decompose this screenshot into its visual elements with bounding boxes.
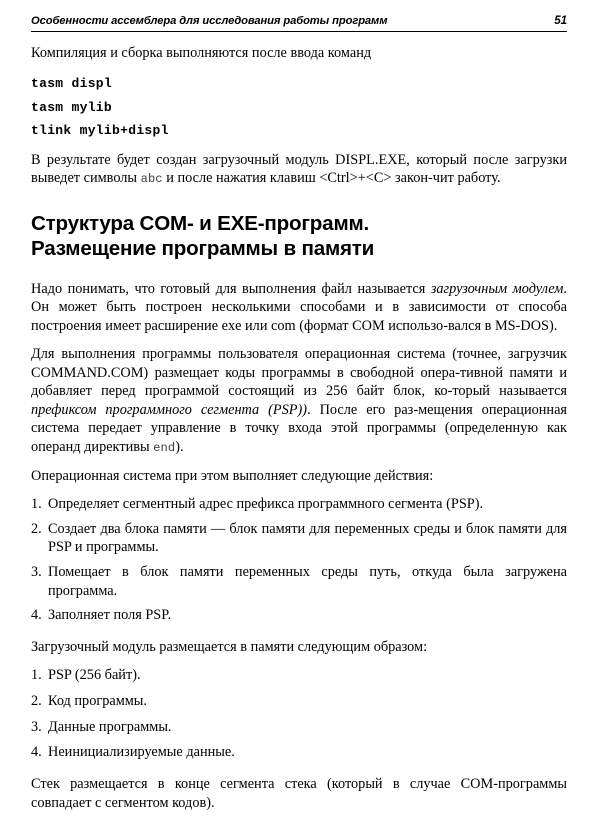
list-item-text: Код программы. <box>48 692 147 709</box>
code-line: tlink mylib+displ <box>31 123 169 139</box>
inline-code-end: end <box>153 441 176 456</box>
list-item-number: 1. <box>31 667 42 684</box>
psp-emphasis: префиксом программного сегмента (PSP)) <box>31 401 308 418</box>
result-text-part2: и после нажатия клавиш <Ctrl>+<C> закон-чит работу. <box>162 170 501 187</box>
page-body <box>31 44 567 822</box>
list-item-number: 4. <box>31 744 42 761</box>
inline-code-abc: abc <box>140 172 163 187</box>
intro-paragraph: Компиляция и сборка выполняются после ввода команд <box>31 45 372 61</box>
result-text-part1: В результате будет создан загрузочный модуль DISPL.EXE, который после загрузки выведет символы <box>31 151 567 187</box>
os-actions-list <box>31 495 567 625</box>
list-item <box>31 563 567 600</box>
section-title-line1: Структура COM- и EXE-программ. <box>31 211 370 235</box>
code-block <box>31 72 567 143</box>
list-item-text: Данные программы. <box>48 718 172 735</box>
list-item <box>31 692 567 711</box>
list-item-number: 3. <box>31 564 42 580</box>
running-head-rule <box>31 31 567 32</box>
list-item-text: Неинициализируемые данные. <box>48 744 235 761</box>
loader-part2: . Он может быть построен несколькими способами и в зависимости от способа построения имеет расширение exe или com (формат COM использо-вался в MS-DOS). <box>31 280 567 334</box>
list-item <box>31 666 567 685</box>
paragraph-stack: Стек размещается в конце сегмента стека (который в случае COM-программы совпадает с сегментом кодов). <box>31 776 567 811</box>
list-item-number: 3. <box>31 718 42 735</box>
list-item <box>31 743 567 762</box>
paragraph-layout-intro: Загрузочный модуль размещается в памяти следующим образом: <box>31 639 428 656</box>
list-item <box>31 520 567 557</box>
loader-part1: Надо понимать, что готовый для выполнения файл называется <box>31 280 431 297</box>
list-item-number: 2. <box>31 692 42 709</box>
section-title-line2: Размещение программы в памяти <box>31 237 375 261</box>
list-item-text: Заполняет поля PSP. <box>48 607 172 624</box>
paragraph-psp <box>31 345 567 458</box>
list-item-text: Помещает в блок памяти переменных среды путь, откуда была загружена программа. <box>48 564 567 599</box>
running-head <box>31 14 567 27</box>
list-item-number: 2. <box>31 520 42 537</box>
page-number: 51 <box>554 14 567 27</box>
list-item-text: Определяет сегментный адрес префикса программного сегмента (PSP). <box>48 496 484 513</box>
loader-emphasis: загрузочным модулем <box>430 280 564 297</box>
section-title <box>31 211 567 262</box>
list-item-number: 1. <box>31 496 42 513</box>
psp-part2: . После его раз-мещения операционная система передает управление в точку входа этой программы (определенную как операнд директивы <box>31 401 567 456</box>
list-item <box>31 495 567 514</box>
memory-layout-list <box>31 666 567 761</box>
code-line: tasm mylib <box>31 99 113 115</box>
list-item <box>31 606 567 625</box>
psp-part1: Для выполнения программы пользователя операционная система (точнее, загрузчик COMMAND.COM) размещает коды программы в свободной опера-тивной памяти и добавляет перед программой состоящий из 256 байт блок, ко-торый называется <box>31 346 567 400</box>
list-item-number: 4. <box>31 607 42 624</box>
result-paragraph <box>31 151 567 189</box>
paragraph-os-actions-intro: Операционная система при этом выполняет следующие действия: <box>31 468 434 485</box>
paragraph-loader-module <box>31 280 567 336</box>
list-item-text: Создает два блока памяти — блок памяти для переменных среды и блок памяти для PSP и программы. <box>48 520 567 556</box>
psp-part3: ). <box>175 439 184 456</box>
list-item-text: PSP (256 байт). <box>48 667 141 684</box>
code-line: tasm displ <box>31 76 113 92</box>
list-item <box>31 718 567 737</box>
running-head-title: Особенности ассемблера для исследования работы программ <box>31 15 388 27</box>
